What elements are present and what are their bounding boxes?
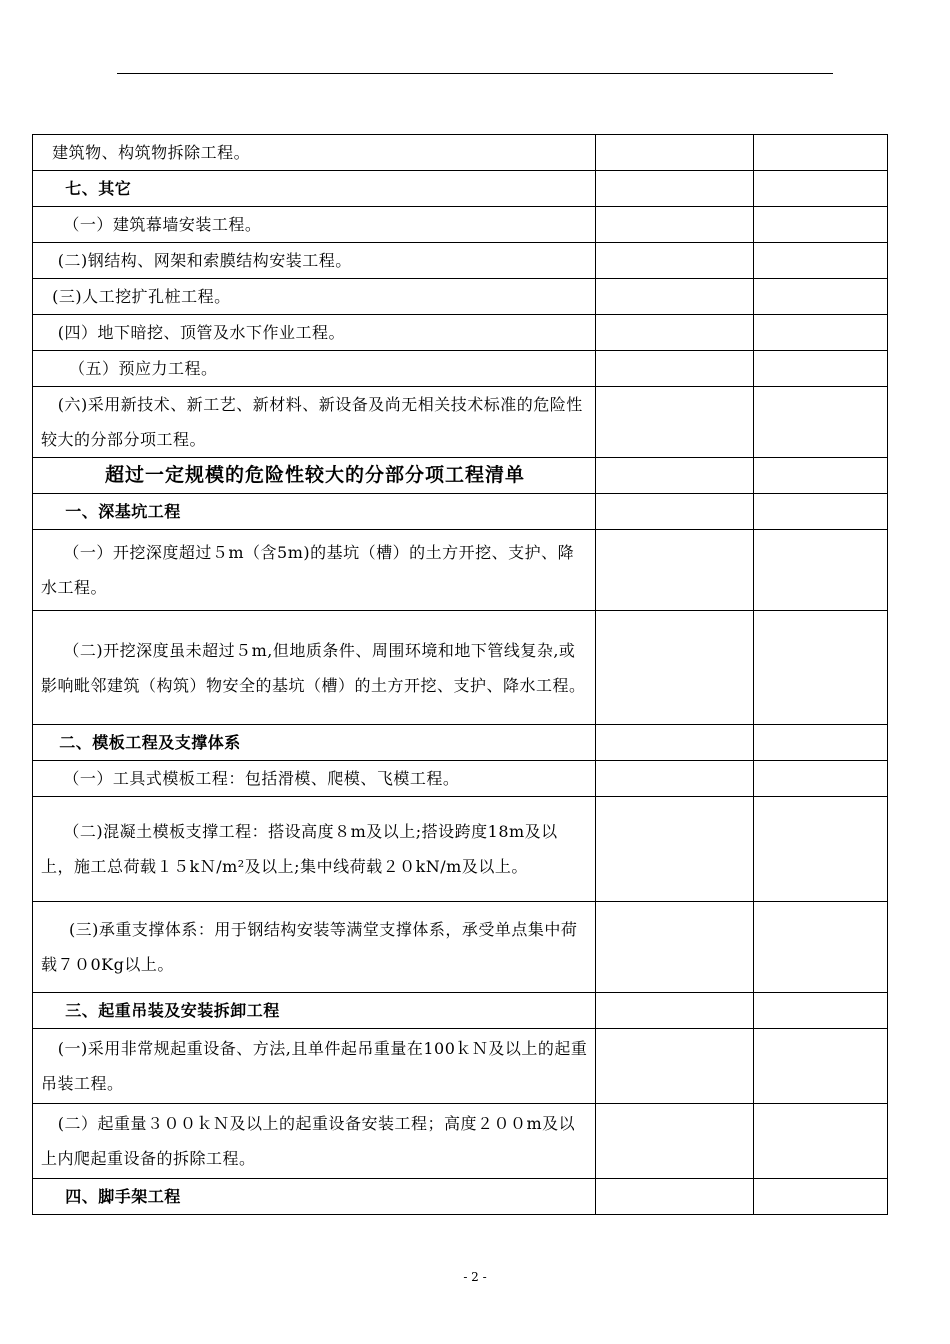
- table-row: [33, 494, 888, 530]
- remark-cell[interactable]: [754, 611, 888, 725]
- remark-cell[interactable]: [754, 902, 888, 993]
- item-text: （一）开挖深度超过５m（含5m)的基坑（槽）的土方开挖、支护、降水工程。: [41, 543, 575, 597]
- check-cell[interactable]: [596, 351, 754, 387]
- table-row: [33, 171, 888, 207]
- item-cell: [33, 171, 596, 207]
- table-row: [33, 135, 888, 171]
- header-rule: [117, 73, 833, 74]
- item-text: (四）地下暗挖、顶管及水下作业工程。: [41, 323, 346, 342]
- item-text: （一）建筑幕墙安装工程。: [41, 215, 262, 234]
- check-cell[interactable]: [596, 611, 754, 725]
- check-cell[interactable]: [596, 171, 754, 207]
- check-cell[interactable]: [596, 797, 754, 902]
- remark-cell[interactable]: [754, 207, 888, 243]
- item-text: (二）起重量３００ｋＮ及以上的起重设备安装工程；高度２００m及以上内爬起重设备的拆除工程。: [41, 1114, 576, 1168]
- check-cell[interactable]: [596, 458, 754, 494]
- section-heading: 七、其它: [41, 179, 132, 198]
- item-cell: [33, 761, 596, 797]
- remark-cell[interactable]: [754, 993, 888, 1029]
- item-cell: [33, 797, 596, 902]
- item-text: 建筑物、构筑物拆除工程。: [41, 143, 251, 162]
- remark-cell[interactable]: [754, 494, 888, 530]
- item-cell: [33, 1029, 596, 1104]
- remark-cell[interactable]: [754, 315, 888, 351]
- item-cell: [33, 725, 596, 761]
- table-row: [33, 207, 888, 243]
- remark-cell[interactable]: [754, 135, 888, 171]
- item-text: (一)采用非常规起重设备、方法,且单件起吊重量在100ｋＮ及以上的起重吊装工程。: [41, 1039, 588, 1093]
- check-cell[interactable]: [596, 725, 754, 761]
- remark-cell[interactable]: [754, 243, 888, 279]
- remark-cell[interactable]: [754, 725, 888, 761]
- remark-cell[interactable]: [754, 351, 888, 387]
- item-cell: [33, 315, 596, 351]
- checklist-table: [32, 134, 888, 1215]
- item-text: （五）预应力工程。: [41, 359, 218, 378]
- item-cell: [33, 494, 596, 530]
- table-row: [33, 279, 888, 315]
- table-row: [33, 530, 888, 611]
- remark-cell[interactable]: [754, 761, 888, 797]
- item-text: (三)人工挖扩孔桩工程。: [41, 287, 231, 306]
- check-cell[interactable]: [596, 387, 754, 458]
- item-cell: [33, 387, 596, 458]
- remark-cell[interactable]: [754, 458, 888, 494]
- check-cell[interactable]: [596, 315, 754, 351]
- check-cell[interactable]: [596, 279, 754, 315]
- table-row: [33, 315, 888, 351]
- remark-cell[interactable]: [754, 1029, 888, 1104]
- item-text: （二)开挖深度虽未超过５m,但地质条件、周围环境和地下管线复杂,或影响毗邻建筑（构筑）物安全的基坑（槽）的土方开挖、支护、降水工程。: [41, 640, 586, 695]
- table-row: [33, 1029, 888, 1104]
- table-row: [33, 993, 888, 1029]
- section-heading: 四、脚手架工程: [41, 1187, 181, 1206]
- section-heading: 一、深基坑工程: [41, 502, 181, 521]
- table-row: [33, 611, 888, 725]
- item-cell: [33, 458, 596, 494]
- table-row: [33, 243, 888, 279]
- table-row: [33, 725, 888, 761]
- item-text: (二)钢结构、网架和索膜结构安装工程。: [41, 251, 352, 270]
- item-text: （一）工具式模板工程：包括滑模、爬模、飞模工程。: [41, 769, 460, 788]
- remark-cell[interactable]: [754, 797, 888, 902]
- check-cell[interactable]: [596, 1104, 754, 1179]
- item-cell: [33, 279, 596, 315]
- check-cell[interactable]: [596, 243, 754, 279]
- table-row: [33, 387, 888, 458]
- page-number: - 2 -: [463, 1270, 487, 1284]
- check-cell[interactable]: [596, 1179, 754, 1215]
- table-row: [33, 351, 888, 387]
- item-cell: [33, 993, 596, 1029]
- item-cell: [33, 1104, 596, 1179]
- section-heading: 二、模板工程及支撑体系: [41, 733, 241, 752]
- remark-cell[interactable]: [754, 279, 888, 315]
- item-cell: [33, 243, 596, 279]
- table-row: [33, 797, 888, 902]
- item-cell: [33, 207, 596, 243]
- item-text: (六)采用新技术、新工艺、新材料、新设备及尚无相关技术标准的危险性较大的分部分项工程。: [41, 395, 583, 449]
- table-row: [33, 1179, 888, 1215]
- remark-cell[interactable]: [754, 1179, 888, 1215]
- check-cell[interactable]: [596, 1029, 754, 1104]
- item-cell: [33, 135, 596, 171]
- item-cell: [33, 530, 596, 611]
- table-row: [33, 761, 888, 797]
- checklist-body: [33, 135, 888, 1215]
- table-row: [33, 1104, 888, 1179]
- item-cell: [33, 902, 596, 993]
- remark-cell[interactable]: [754, 1104, 888, 1179]
- check-cell[interactable]: [596, 761, 754, 797]
- table-row: [33, 902, 888, 993]
- section-heading: 三、起重吊装及安装拆卸工程: [41, 1001, 280, 1020]
- item-cell: [33, 611, 596, 725]
- remark-cell[interactable]: [754, 530, 888, 611]
- check-cell[interactable]: [596, 993, 754, 1029]
- check-cell[interactable]: [596, 530, 754, 611]
- check-cell[interactable]: [596, 207, 754, 243]
- item-text: (三)承重支撑体系：用于钢结构安装等满堂支撑体系，承受单点集中荷载７０0Kg以上。: [41, 920, 578, 974]
- check-cell[interactable]: [596, 902, 754, 993]
- check-cell[interactable]: [596, 135, 754, 171]
- item-cell: [33, 351, 596, 387]
- section-title: 超过一定规模的危险性较大的分部分项工程清单: [104, 464, 525, 486]
- item-cell: [33, 1179, 596, 1215]
- item-text: （二)混凝土模板支撑工程：搭设高度８m及以上;搭设跨度18m及以上，施工总荷载１５kＮ/m²及以上;集中线荷载２０kN/m及以上。: [41, 822, 558, 876]
- remark-cell[interactable]: [754, 171, 888, 207]
- check-cell[interactable]: [596, 494, 754, 530]
- table-row: [33, 458, 888, 494]
- remark-cell[interactable]: [754, 387, 888, 458]
